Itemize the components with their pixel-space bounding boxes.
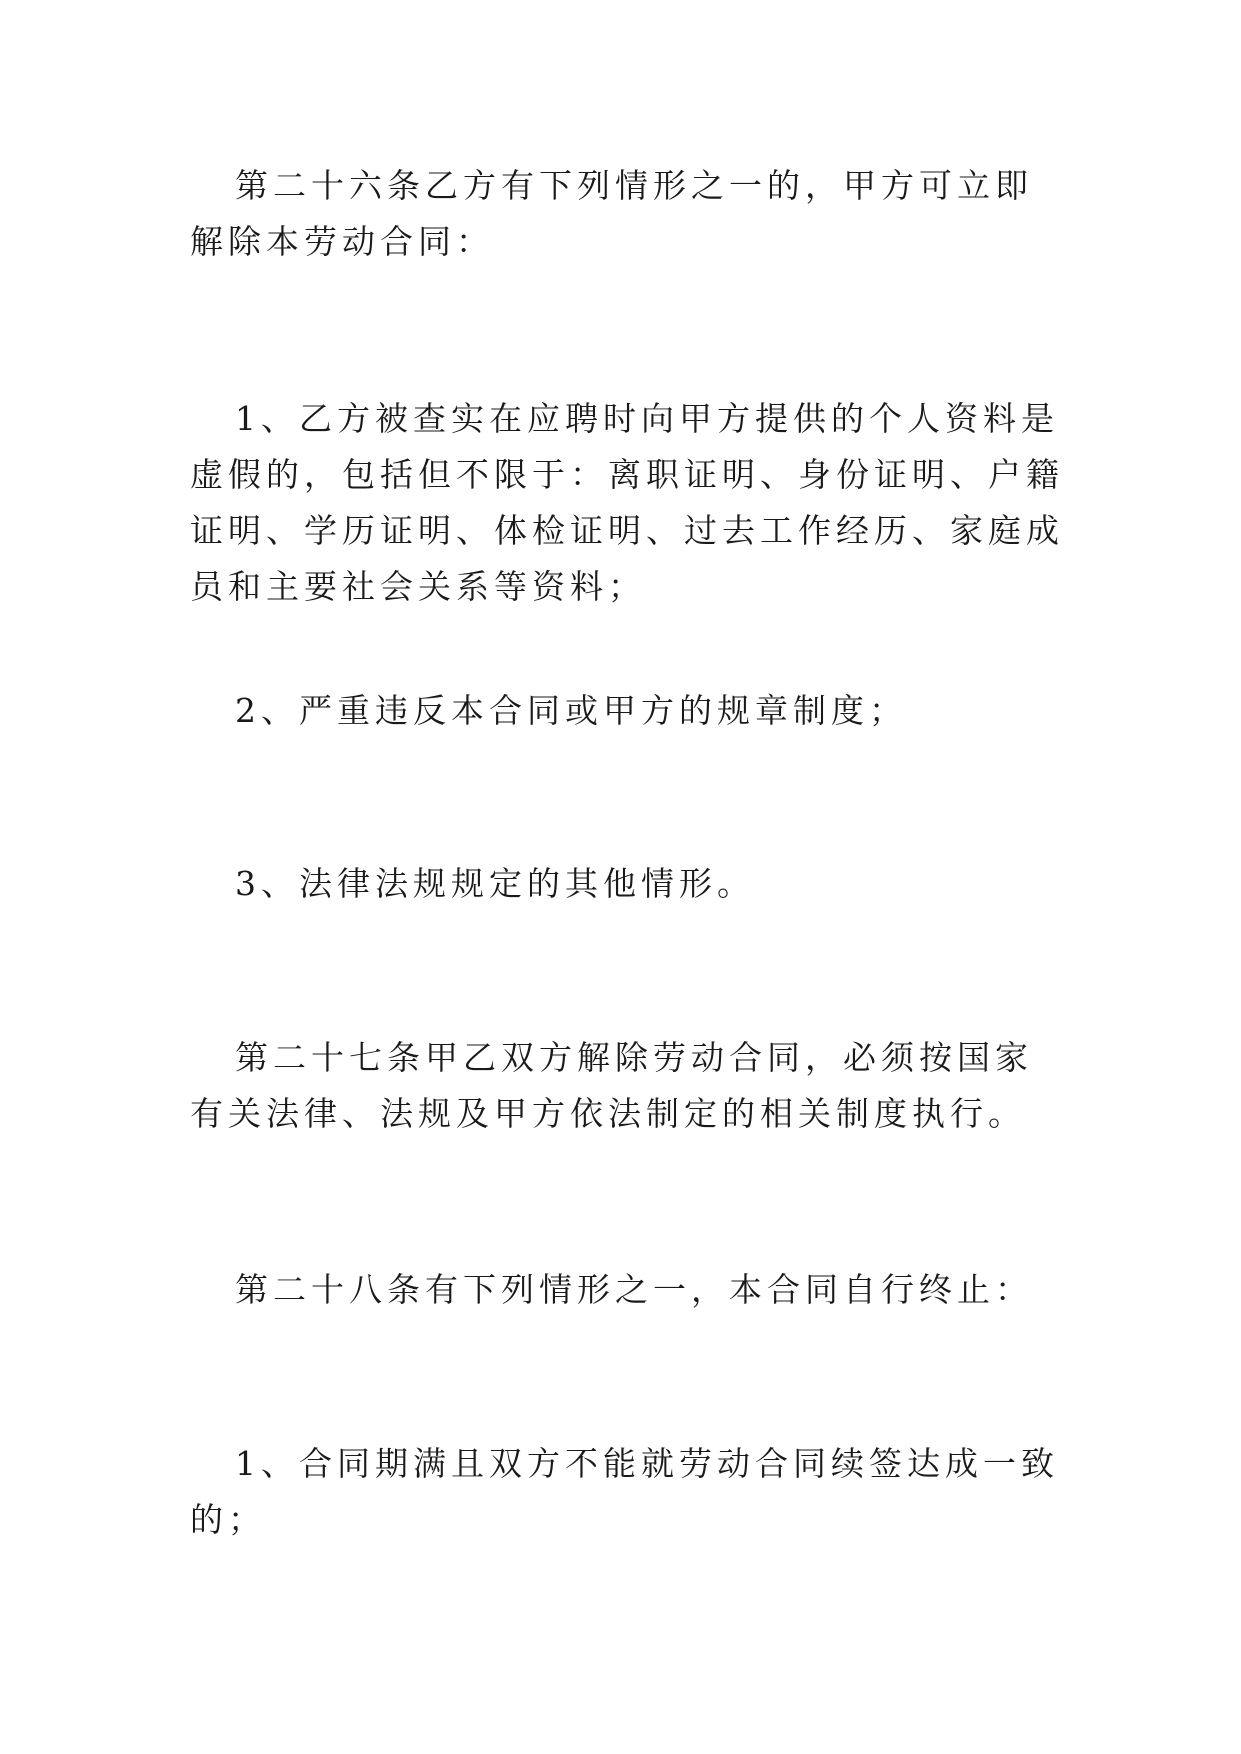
- article-26-item-1: 1、乙方被查实在应聘时向甲方提供的个人资料是虚假的，包括但不限于：离职证明、身份证明、户籍证明、学历证明、体检证明、过去工作经历、家庭成员和主要社会关系等资料；: [190, 399, 1064, 606]
- article-28-heading: 第二十八条有下列情形之一，本合同自行终止：: [235, 1270, 1033, 1309]
- article-28-item-1: 1、合同期满且双方不能就劳动合同续签达成一致的；: [190, 1444, 1059, 1539]
- article-26-heading: 第二十六条乙方有下列情形之一的，甲方可立即解除本劳动合同：: [190, 166, 1033, 261]
- article-26-item-3: 3、法律法规规定的其他情形。: [235, 864, 755, 903]
- article-27-paragraph: 第二十七条甲乙双方解除劳动合同，必须按国家有关法律、法规及甲方依法制定的相关制度执行。: [190, 1038, 1033, 1133]
- article-26-item-2: 2、严重违反本合同或甲方的规章制度；: [235, 691, 907, 730]
